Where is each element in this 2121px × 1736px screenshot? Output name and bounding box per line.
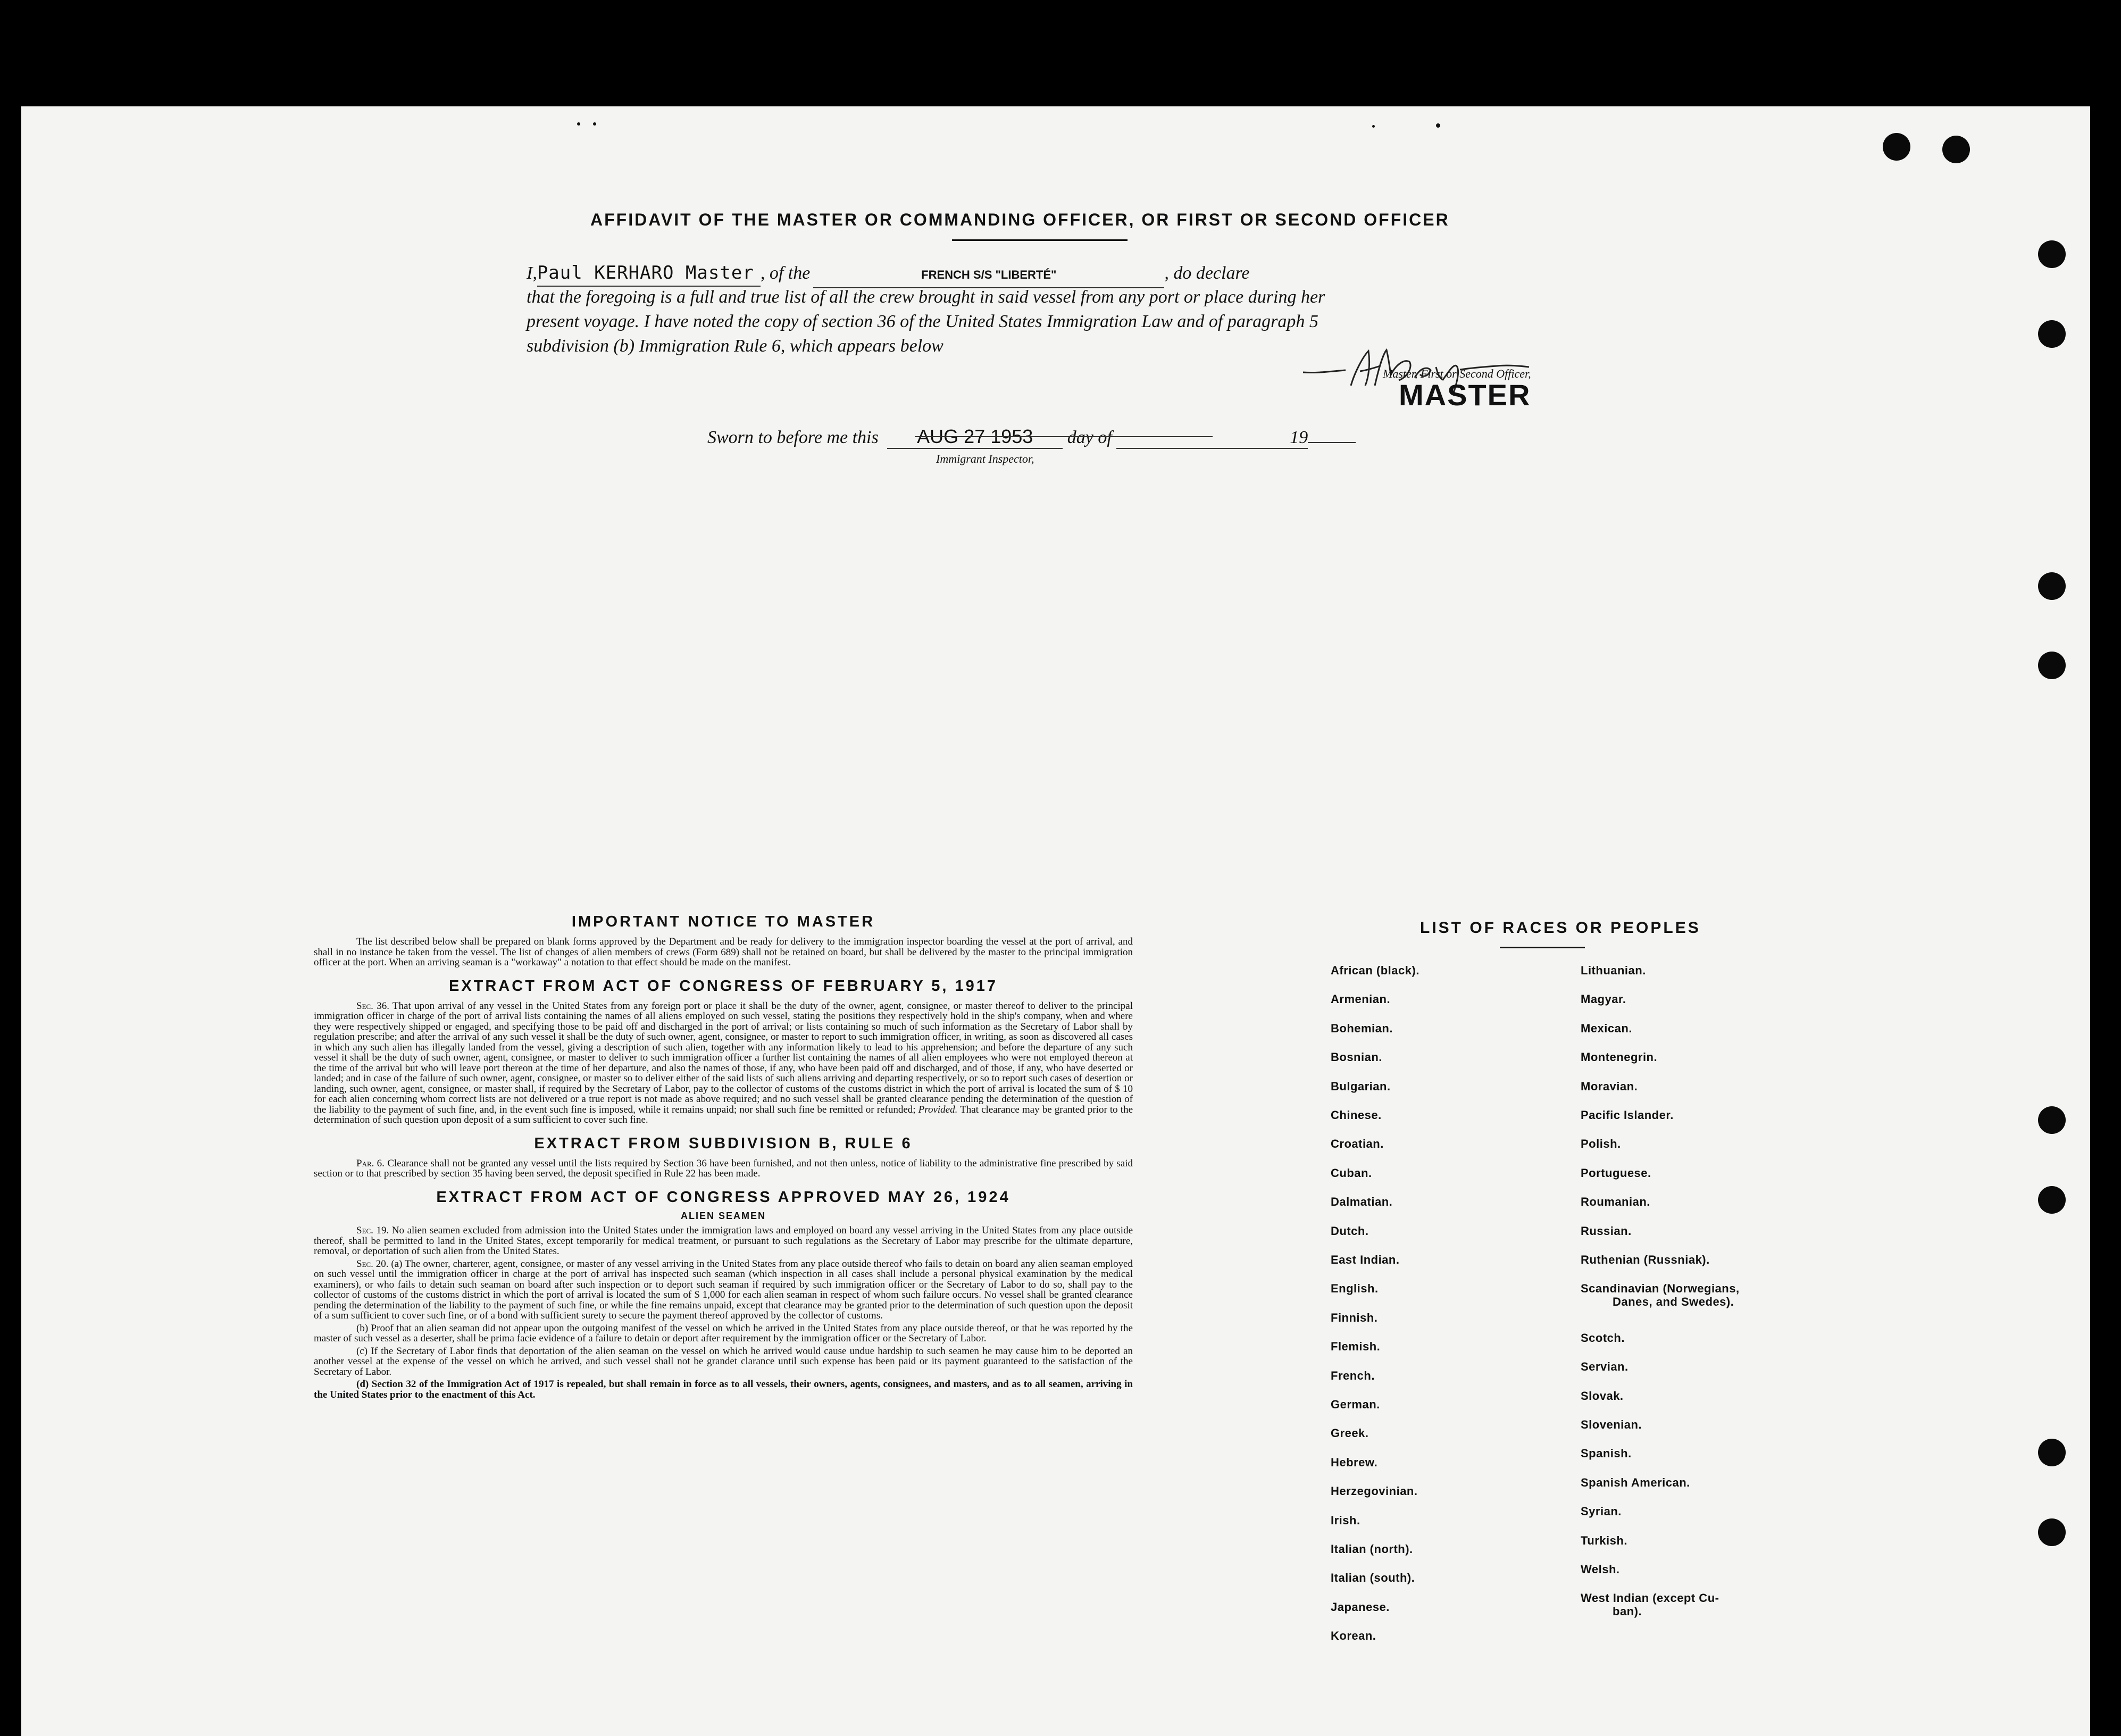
punch-hole bbox=[2038, 240, 2066, 268]
race-entry: Russian. bbox=[1581, 1224, 1632, 1238]
section-19 bbox=[314, 1225, 1133, 1257]
race-entry: East Indian. bbox=[1331, 1253, 1400, 1266]
race-entry: Italian (north). bbox=[1331, 1542, 1413, 1556]
of-the-text: , of the bbox=[760, 263, 811, 283]
race-entry: Irish. bbox=[1331, 1513, 1360, 1527]
sworn-date: AUG 27 1953 bbox=[917, 425, 1033, 447]
do-declare-text: , do declare bbox=[1164, 263, 1250, 283]
race-entry: Turkish. bbox=[1581, 1533, 1627, 1547]
master-name: Paul KERHARO Master bbox=[537, 262, 754, 283]
race-entry: Hebrew. bbox=[1331, 1455, 1378, 1469]
sec-36-body-end: That clearance may be granted prior to the determination of such question upon deposit of a sum sufficient to cover such fine. bbox=[314, 1104, 1133, 1125]
race-entry: Greek. bbox=[1331, 1426, 1369, 1440]
punch-hole bbox=[2038, 320, 2066, 348]
sec-36-label: Sec. 36. bbox=[356, 1000, 389, 1012]
race-entry: Servian. bbox=[1581, 1360, 1629, 1374]
year-prefix: 19 bbox=[1290, 428, 1308, 447]
race-entry: Flemish. bbox=[1331, 1340, 1381, 1354]
punch-hole bbox=[2038, 1439, 2066, 1466]
race-entry: Dalmatian. bbox=[1331, 1195, 1393, 1209]
race-entry: Chinese. bbox=[1331, 1108, 1382, 1122]
punch-hole bbox=[1883, 133, 1910, 161]
master-stamp: MASTER bbox=[1399, 378, 1531, 412]
vessel-name: FRENCH S/S "LIBERTÉ" bbox=[921, 268, 1057, 281]
race-entry: Dutch. bbox=[1331, 1224, 1369, 1238]
punch-hole bbox=[1942, 136, 1970, 163]
race-entry: French. bbox=[1331, 1368, 1375, 1382]
speck bbox=[577, 122, 580, 126]
signature-caption: Master, First or Second Officer, bbox=[1383, 367, 1531, 380]
sec-19-body: No alien seamen excluded from admission into the United States under the immigration laws and employed on board any vessel arriving in the United States from any place outside thereof, shall be permitted to land in the United States, except temporarily for medical treatment, or pursuant to such regulations as the Secretary of Labor may prescribe for the ultimate departure, removal, or deportation of such alien from the United States. bbox=[314, 1225, 1133, 1257]
par-6-body: Clearance shall not be granted any vessel until the lists required by Section 36 have been furnished, and not then unless, notice of liability to the administrative fine prescribed by said section or to that prescribed by section 35 having been served, the deposit specified in Rule 22 has been made. bbox=[314, 1157, 1133, 1179]
section-20a bbox=[314, 1259, 1133, 1321]
race-entry: Roumanian. bbox=[1581, 1195, 1650, 1209]
race-entry: Japanese. bbox=[1331, 1600, 1390, 1614]
race-entry: Slovak. bbox=[1581, 1389, 1624, 1403]
affidavit-line-3: present voyage. I have noted the copy of section 36 of the United States Immigration Law and of paragraph 5 bbox=[527, 312, 1318, 331]
affidavit-title: AFFIDAVIT OF THE MASTER OR COMMANDING OFFICER, OR FIRST OR SECOND OFFICER bbox=[590, 210, 1450, 229]
affidavit-prefix: I, bbox=[527, 263, 537, 283]
sec-19-label: Sec. 19. bbox=[356, 1225, 389, 1236]
day-of-text: day of bbox=[1067, 428, 1112, 447]
notice-column bbox=[314, 912, 1133, 1402]
race-entry: Scandinavian (Norwegians, bbox=[1581, 1282, 1740, 1296]
affidavit-line-2: that the foregoing is a full and true list of all the crew brought in said vessel from any port or place during her bbox=[527, 287, 1325, 307]
speck bbox=[1436, 123, 1440, 128]
affidavit-line-4: subdivision (b) Immigration Rule 6, which appears below bbox=[527, 336, 943, 356]
sec-20a-body: (a) The owner, charterer, agent, consignee, or master of any vessel arriving in the United States from any place outside thereof who fails to detain on board any alien seaman employed on such vessel until the immigration officer in charge at the port of arrival has inspected such seaman (which inspection in all cases shall include a personal physical examination by the medical examiners), or who fails to detain such seaman on board after such inspection or to deport such seaman if required by such immigration officer or the Secretary of Labor to do so, shall pay to the collector of customs of the customs district in which the port of arrival is located the sum of $ 1,000 for each alien seaman in respect of whom such failure occurs. No vessel shall be granted clearance pending the determination of the liability to the payment of such fine, or while the fine remains unpaid, except that clearance may be granted prior to the determination of such question upon the deposit of a sum sufficient to cover such fine, or of a bond with sufficient surety to secure the payment thereof approved by the collector of customs. bbox=[314, 1258, 1133, 1321]
provided-label: Provided. bbox=[918, 1104, 958, 1115]
race-entry: German. bbox=[1331, 1398, 1380, 1411]
race-entry: Mexican. bbox=[1581, 1021, 1632, 1035]
speck bbox=[593, 122, 596, 126]
race-entry: Bosnian. bbox=[1331, 1050, 1382, 1064]
race-entry: Magyar. bbox=[1581, 992, 1626, 1006]
race-entry: Syrian. bbox=[1581, 1505, 1622, 1518]
race-entry: Lithuanian. bbox=[1581, 964, 1646, 977]
race-entry: Polish. bbox=[1581, 1137, 1621, 1151]
race-entry: Montenegrin. bbox=[1581, 1050, 1658, 1064]
speck bbox=[1372, 125, 1375, 128]
act-1924-title: EXTRACT FROM ACT OF CONGRESS APPROVED MAY 26, 1924 bbox=[436, 1188, 1011, 1206]
race-entry: ban). bbox=[1613, 1604, 1642, 1618]
punch-hole bbox=[2038, 1186, 2066, 1214]
race-entry: Portuguese. bbox=[1581, 1166, 1651, 1180]
race-entry: Spanish American. bbox=[1581, 1475, 1690, 1489]
race-entry: African (black). bbox=[1331, 964, 1419, 977]
race-entry: Scotch. bbox=[1581, 1331, 1625, 1345]
act-1917-section-36 bbox=[314, 1001, 1133, 1125]
race-entry: Italian (south). bbox=[1331, 1571, 1415, 1585]
race-entry: Danes, and Swedes). bbox=[1613, 1295, 1734, 1308]
punch-hole bbox=[2038, 1106, 2066, 1134]
title-rule bbox=[952, 239, 1128, 241]
race-entry: Armenian. bbox=[1331, 992, 1391, 1006]
races-title-rule bbox=[1500, 947, 1585, 948]
affidavit-line-1 bbox=[527, 261, 1564, 285]
race-entry: Finnish. bbox=[1331, 1311, 1378, 1324]
punch-hole bbox=[2038, 1518, 2066, 1546]
race-entry: Ruthenian (Russniak). bbox=[1581, 1253, 1710, 1266]
par-6-label: Par. 6. bbox=[356, 1157, 385, 1169]
act-1917-title: EXTRACT FROM ACT OF CONGRESS OF FEBRUARY 5, 1917 bbox=[448, 977, 998, 995]
rule-6-paragraph bbox=[314, 1158, 1133, 1179]
punch-hole bbox=[2038, 652, 2066, 679]
sec-36-body: That upon arrival of any vessel in the United States from any foreign port or place it shall be the duty of the owner, agent, consignee, or master thereof to deliver to the principal immigration officer in charge of the port of arrival lists containing the names of all aliens employed on such vessel, stating the positions they respectively hold in the ship's company, when and where they were respectively shipped or engaged, and specifying those to be paid off and discharged in the port of arrival; or lists containing so much of such information as the Secretary of Labor shall by regulation prescribe; and after the arrival of any such vessel it shall be the duty of such owner, agent, consignee, or master to report to such immigration officer, in writing, as soon as discovered all cases in which any such alien has illegally landed from the vessel, giving a description of such alien, together with any information likely to lead to his apprehension; and before the departure of any such vessel it shall be the duty of such owner, agent, consignee, or master to deliver to such immigration officer a further list containing the names of all alien employees who were not employed thereon at the time of the arrival but who will leave port thereon at the time of her departure, and also the names of those, if any, who have been paid off and discharged, and of those, if any, who have deserted or landed; and in case of the failure of such owner, agent, consignee, or master so to deliver either of the said lists of such aliens arriving and departing respectively, or so to report such cases of desertion or landing, such owner, agent, consignee, or master shall, if required by the Secretary of Labor, pay to the collector of customs of the customs district in which the port of arrival is located the sum of $ 10 for each alien concerning whom correct lists are not delivered or a true report is not made as above required; and no such vessel shall be granted clearance pending the determination of the question of the liability to the payment of such fine, and, in the event such fine is imposed, while it remains unpaid; nor shall such fine be remitted or refunded; bbox=[314, 1000, 1133, 1115]
alien-seamen-subtitle: ALIEN SEAMEN bbox=[680, 1210, 766, 1221]
race-entry: Bulgarian. bbox=[1331, 1079, 1391, 1093]
race-entry: Herzegovinian. bbox=[1331, 1484, 1418, 1498]
race-entry: Korean. bbox=[1331, 1629, 1376, 1643]
race-entry: West Indian (except Cu- bbox=[1581, 1591, 1719, 1605]
race-entry: Bohemian. bbox=[1331, 1021, 1393, 1035]
race-entry: Slovenian. bbox=[1581, 1418, 1642, 1432]
race-entry: Welsh. bbox=[1581, 1563, 1620, 1576]
race-entry: Moravian. bbox=[1581, 1079, 1638, 1093]
punch-hole bbox=[2038, 572, 2066, 600]
inspector-caption: Immigrant Inspector, bbox=[936, 452, 1034, 465]
race-entry: Pacific Islander. bbox=[1581, 1108, 1674, 1122]
race-entry: Cuban. bbox=[1331, 1166, 1372, 1180]
race-entry: English. bbox=[1331, 1282, 1379, 1296]
race-entry: Croatian. bbox=[1331, 1137, 1384, 1151]
document-page bbox=[21, 106, 2090, 1736]
notice-title: IMPORTANT NOTICE TO MASTER bbox=[571, 913, 875, 930]
sec-20-label: Sec. 20. bbox=[356, 1258, 389, 1270]
sworn-line bbox=[707, 425, 1356, 449]
inspector-signature-line bbox=[915, 436, 1213, 437]
race-entry: Spanish. bbox=[1581, 1447, 1632, 1460]
section-20c: (c) If the Secretary of Labor finds that deportation of the alien seaman on the vessel on which he arrived would cause undue hardship to such seamen he may cause him to be deported an another vessel at the expense of the vessel on which he arrived, and such vessel shall not be grandet clarance until such expense has been paid or its payment guaranteed to the satisfaction of the Secretary of Labor. bbox=[314, 1345, 1133, 1378]
races-title: LIST OF RACES OR PEOPLES bbox=[1420, 919, 1701, 937]
rule-6-title: EXTRACT FROM SUBDIVISION B, RULE 6 bbox=[534, 1134, 913, 1152]
section-20b: (b) Proof that an alien seaman did not appear upon the outgoing manifest of the vessel on which he arrived in the United States from any place outside thereof, or that he was reported by the master of such vessel as a deserter, shall be prima facie evidence of a failure to detain or deport after requirement by the immigration officer or the Secretary of Labor. bbox=[314, 1322, 1133, 1344]
notice-body: The list described below shall be prepared on blank forms approved by the Department and be ready for delivery to the immigration inspector boarding the vessel at the port of arrival, and shall in no instance be taken from the vessel. The list of changes of alien members of crews (Form 689) shall not be retained on board, but shall be delivered by the master to the principal immigration officer at the port. When an arriving seaman is a "workaway" a notation to that effect should be made on the manifest. bbox=[314, 936, 1133, 968]
sworn-prefix: Sworn to before me this bbox=[707, 428, 879, 447]
section-20d: (d) Section 32 of the Immigration Act of 1917 is repealed, but shall remain in force as to all vessels, their owners, agents, consignees, and masters, and as to all seamen, arriving in the United States prior to the enactment of this Act. bbox=[314, 1379, 1133, 1400]
